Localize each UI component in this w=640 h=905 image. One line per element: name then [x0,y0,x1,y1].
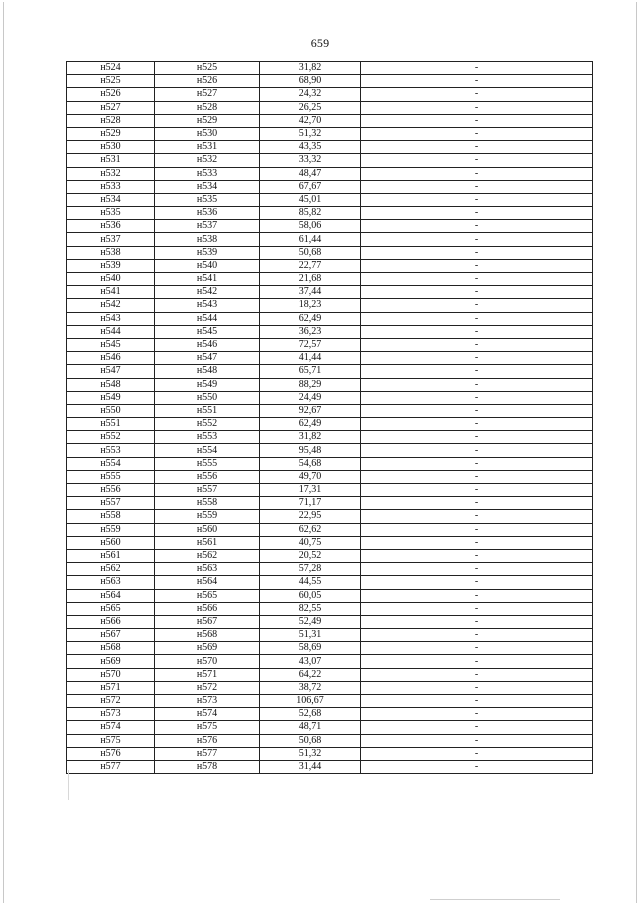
point-to-cell: н539 [155,246,260,259]
table-row [67,167,593,180]
length-cell: 52,68 [260,708,361,721]
length-cell: 62,49 [260,418,361,431]
point-from-cell: н553 [67,444,155,457]
note-cell: - [361,589,593,602]
note-cell: - [361,418,593,431]
point-from-cell: н557 [67,497,155,510]
table-row [67,576,593,589]
point-from-cell: н525 [67,75,155,88]
note-cell: - [361,391,593,404]
table-row [67,589,593,602]
note-cell: - [361,193,593,206]
note-cell: - [361,286,593,299]
point-to-cell: н526 [155,75,260,88]
note-cell: - [361,681,593,694]
table-row [67,431,593,444]
point-to-cell: н576 [155,734,260,747]
point-from-cell: н577 [67,760,155,773]
length-cell: 85,82 [260,207,361,220]
table-row [67,642,593,655]
length-cell: 58,69 [260,642,361,655]
point-to-cell: н574 [155,708,260,721]
note-cell: - [361,220,593,233]
note-cell: - [361,338,593,351]
point-to-cell: н528 [155,101,260,114]
table-row [67,549,593,562]
point-from-cell: н550 [67,404,155,417]
table-row [67,391,593,404]
point-from-cell: н563 [67,576,155,589]
note-cell: - [361,154,593,167]
note-cell: - [361,75,593,88]
note-cell: - [361,431,593,444]
point-from-cell: н561 [67,549,155,562]
point-from-cell: н535 [67,207,155,220]
table-row [67,127,593,140]
table-row [67,365,593,378]
point-from-cell: н544 [67,325,155,338]
point-from-cell: н566 [67,615,155,628]
point-to-cell: н531 [155,141,260,154]
point-to-cell: н533 [155,167,260,180]
point-to-cell: н530 [155,127,260,140]
note-cell: - [361,88,593,101]
note-cell: - [361,352,593,365]
point-to-cell: н535 [155,193,260,206]
point-to-cell: н543 [155,299,260,312]
point-from-cell: н545 [67,338,155,351]
table-row [67,233,593,246]
length-cell: 82,55 [260,602,361,615]
length-cell: 18,23 [260,299,361,312]
point-to-cell: н534 [155,180,260,193]
note-cell: - [361,747,593,760]
length-cell: 50,68 [260,246,361,259]
length-cell: 62,62 [260,523,361,536]
table-row [67,286,593,299]
point-to-cell: н561 [155,536,260,549]
point-from-cell: н572 [67,695,155,708]
table-row [67,273,593,286]
coordinates-table [66,61,593,774]
table-row [67,352,593,365]
length-cell: 51,32 [260,747,361,760]
point-from-cell: н540 [67,273,155,286]
note-cell: - [361,497,593,510]
note-cell: - [361,180,593,193]
length-cell: 24,49 [260,391,361,404]
point-to-cell: н550 [155,391,260,404]
length-cell: 20,52 [260,549,361,562]
point-to-cell: н527 [155,88,260,101]
point-to-cell: н540 [155,259,260,272]
length-cell: 31,44 [260,760,361,773]
table-row [67,418,593,431]
point-from-cell: н560 [67,536,155,549]
point-to-cell: н549 [155,378,260,391]
point-from-cell: н547 [67,365,155,378]
table-row [67,75,593,88]
note-cell: - [361,114,593,127]
point-to-cell: н571 [155,668,260,681]
table-row [67,154,593,167]
note-cell: - [361,207,593,220]
point-from-cell: н538 [67,246,155,259]
length-cell: 68,90 [260,75,361,88]
point-to-cell: н529 [155,114,260,127]
length-cell: 88,29 [260,378,361,391]
point-to-cell: н553 [155,431,260,444]
point-to-cell: н562 [155,549,260,562]
note-cell: - [361,273,593,286]
note-cell: - [361,721,593,734]
note-cell: - [361,325,593,338]
point-to-cell: н568 [155,629,260,642]
point-to-cell: н551 [155,404,260,417]
length-cell: 37,44 [260,286,361,299]
note-cell: - [361,695,593,708]
length-cell: 65,71 [260,365,361,378]
table-row [67,246,593,259]
length-cell: 22,95 [260,510,361,523]
table-row [67,484,593,497]
table-row [67,101,593,114]
length-cell: 92,67 [260,404,361,417]
length-cell: 52,49 [260,615,361,628]
point-from-cell: н531 [67,154,155,167]
point-to-cell: н546 [155,338,260,351]
point-from-cell: н558 [67,510,155,523]
note-cell: - [361,127,593,140]
length-cell: 17,31 [260,484,361,497]
table-row [67,747,593,760]
length-cell: 51,32 [260,127,361,140]
point-to-cell: н541 [155,273,260,286]
table-row [67,88,593,101]
table-row [67,114,593,127]
note-cell: - [361,708,593,721]
point-to-cell: н544 [155,312,260,325]
table-row [67,602,593,615]
length-cell: 26,25 [260,101,361,114]
length-cell: 22,77 [260,259,361,272]
length-cell: 50,68 [260,734,361,747]
point-from-cell: н564 [67,589,155,602]
table-row [67,721,593,734]
table-row [67,629,593,642]
length-cell: 42,70 [260,114,361,127]
note-cell: - [361,62,593,75]
point-from-cell: н541 [67,286,155,299]
note-cell: - [361,259,593,272]
point-from-cell: н569 [67,655,155,668]
note-cell: - [361,549,593,562]
note-cell: - [361,760,593,773]
table-body [67,62,593,774]
point-from-cell: н539 [67,259,155,272]
length-cell: 67,67 [260,180,361,193]
table-row [67,325,593,338]
table-row [67,708,593,721]
note-cell: - [361,629,593,642]
point-to-cell: н572 [155,681,260,694]
length-cell: 44,55 [260,576,361,589]
note-cell: - [361,167,593,180]
length-cell: 33,32 [260,154,361,167]
note-cell: - [361,470,593,483]
point-to-cell: н560 [155,523,260,536]
table-row [67,180,593,193]
note-cell: - [361,563,593,576]
note-cell: - [361,312,593,325]
table-row [67,259,593,272]
point-to-cell: н557 [155,484,260,497]
length-cell: 36,23 [260,325,361,338]
note-cell: - [361,642,593,655]
point-to-cell: н577 [155,747,260,760]
point-from-cell: н527 [67,101,155,114]
point-to-cell: н558 [155,497,260,510]
table-row [67,299,593,312]
table-row [67,207,593,220]
point-from-cell: н562 [67,563,155,576]
length-cell: 54,68 [260,457,361,470]
note-cell: - [361,444,593,457]
table-row [67,470,593,483]
table-row [67,220,593,233]
point-to-cell: н525 [155,62,260,75]
table-row [67,681,593,694]
point-from-cell: н571 [67,681,155,694]
length-cell: 21,68 [260,273,361,286]
length-cell: 72,57 [260,338,361,351]
table-row [67,615,593,628]
length-cell: 31,82 [260,431,361,444]
length-cell: 49,70 [260,470,361,483]
point-to-cell: н575 [155,721,260,734]
note-cell: - [361,668,593,681]
length-cell: 60,05 [260,589,361,602]
table-row [67,695,593,708]
note-cell: - [361,365,593,378]
table-row [67,457,593,470]
point-from-cell: н536 [67,220,155,233]
table-row [67,655,593,668]
point-from-cell: н528 [67,114,155,127]
point-to-cell: н569 [155,642,260,655]
table-row [67,193,593,206]
note-cell: - [361,484,593,497]
note-cell: - [361,734,593,747]
point-from-cell: н542 [67,299,155,312]
table-row [67,760,593,773]
point-from-cell: н524 [67,62,155,75]
point-from-cell: н532 [67,167,155,180]
point-to-cell: н538 [155,233,260,246]
point-to-cell: н532 [155,154,260,167]
point-to-cell: н536 [155,207,260,220]
length-cell: 62,49 [260,312,361,325]
point-to-cell: н556 [155,470,260,483]
point-from-cell: н567 [67,629,155,642]
point-to-cell: н566 [155,602,260,615]
length-cell: 57,28 [260,563,361,576]
table-row [67,668,593,681]
point-to-cell: н564 [155,576,260,589]
point-from-cell: н548 [67,378,155,391]
table-row [67,378,593,391]
point-to-cell: н552 [155,418,260,431]
point-from-cell: н559 [67,523,155,536]
table-row [67,510,593,523]
table-row [67,563,593,576]
point-to-cell: н554 [155,444,260,457]
point-from-cell: н575 [67,734,155,747]
table-row [67,62,593,75]
length-cell: 64,22 [260,668,361,681]
point-to-cell: н537 [155,220,260,233]
point-from-cell: н526 [67,88,155,101]
point-from-cell: н554 [67,457,155,470]
note-cell: - [361,510,593,523]
note-cell: - [361,602,593,615]
point-from-cell: н552 [67,431,155,444]
point-from-cell: н555 [67,470,155,483]
length-cell: 40,75 [260,536,361,549]
point-to-cell: н563 [155,563,260,576]
table-row [67,404,593,417]
point-to-cell: н578 [155,760,260,773]
length-cell: 43,35 [260,141,361,154]
table-row [67,536,593,549]
table-row [67,338,593,351]
point-to-cell: н548 [155,365,260,378]
length-cell: 45,01 [260,193,361,206]
point-from-cell: н530 [67,141,155,154]
point-to-cell: н573 [155,695,260,708]
note-cell: - [361,246,593,259]
length-cell: 95,48 [260,444,361,457]
table-row [67,734,593,747]
point-from-cell: н576 [67,747,155,760]
point-from-cell: н565 [67,602,155,615]
point-to-cell: н545 [155,325,260,338]
length-cell: 58,06 [260,220,361,233]
point-from-cell: н573 [67,708,155,721]
note-cell: - [361,101,593,114]
point-to-cell: н570 [155,655,260,668]
table-row [67,312,593,325]
note-cell: - [361,233,593,246]
length-cell: 41,44 [260,352,361,365]
length-cell: 43,07 [260,655,361,668]
point-to-cell: н555 [155,457,260,470]
note-cell: - [361,457,593,470]
length-cell: 31,82 [260,62,361,75]
point-from-cell: н570 [67,668,155,681]
note-cell: - [361,299,593,312]
table-row [67,444,593,457]
point-from-cell: н556 [67,484,155,497]
note-cell: - [361,576,593,589]
point-to-cell: н559 [155,510,260,523]
length-cell: 48,47 [260,167,361,180]
note-cell: - [361,404,593,417]
note-cell: - [361,378,593,391]
point-from-cell: н529 [67,127,155,140]
point-from-cell: н551 [67,418,155,431]
table-row [67,523,593,536]
point-from-cell: н534 [67,193,155,206]
length-cell: 24,32 [260,88,361,101]
point-to-cell: н542 [155,286,260,299]
point-to-cell: н547 [155,352,260,365]
point-from-cell: н574 [67,721,155,734]
length-cell: 61,44 [260,233,361,246]
point-from-cell: н537 [67,233,155,246]
scan-artifact-line [430,899,560,900]
note-cell: - [361,536,593,549]
length-cell: 106,67 [260,695,361,708]
scan-artifact-mark [68,770,69,800]
table-row [67,141,593,154]
note-cell: - [361,615,593,628]
page-number: 659 [310,36,330,50]
point-from-cell: н533 [67,180,155,193]
point-to-cell: н567 [155,615,260,628]
note-cell: - [361,655,593,668]
length-cell: 71,17 [260,497,361,510]
point-from-cell: н546 [67,352,155,365]
length-cell: 38,72 [260,681,361,694]
point-to-cell: н565 [155,589,260,602]
length-cell: 51,31 [260,629,361,642]
point-from-cell: н549 [67,391,155,404]
table-row [67,497,593,510]
point-from-cell: н543 [67,312,155,325]
note-cell: - [361,523,593,536]
point-from-cell: н568 [67,642,155,655]
length-cell: 48,71 [260,721,361,734]
note-cell: - [361,141,593,154]
